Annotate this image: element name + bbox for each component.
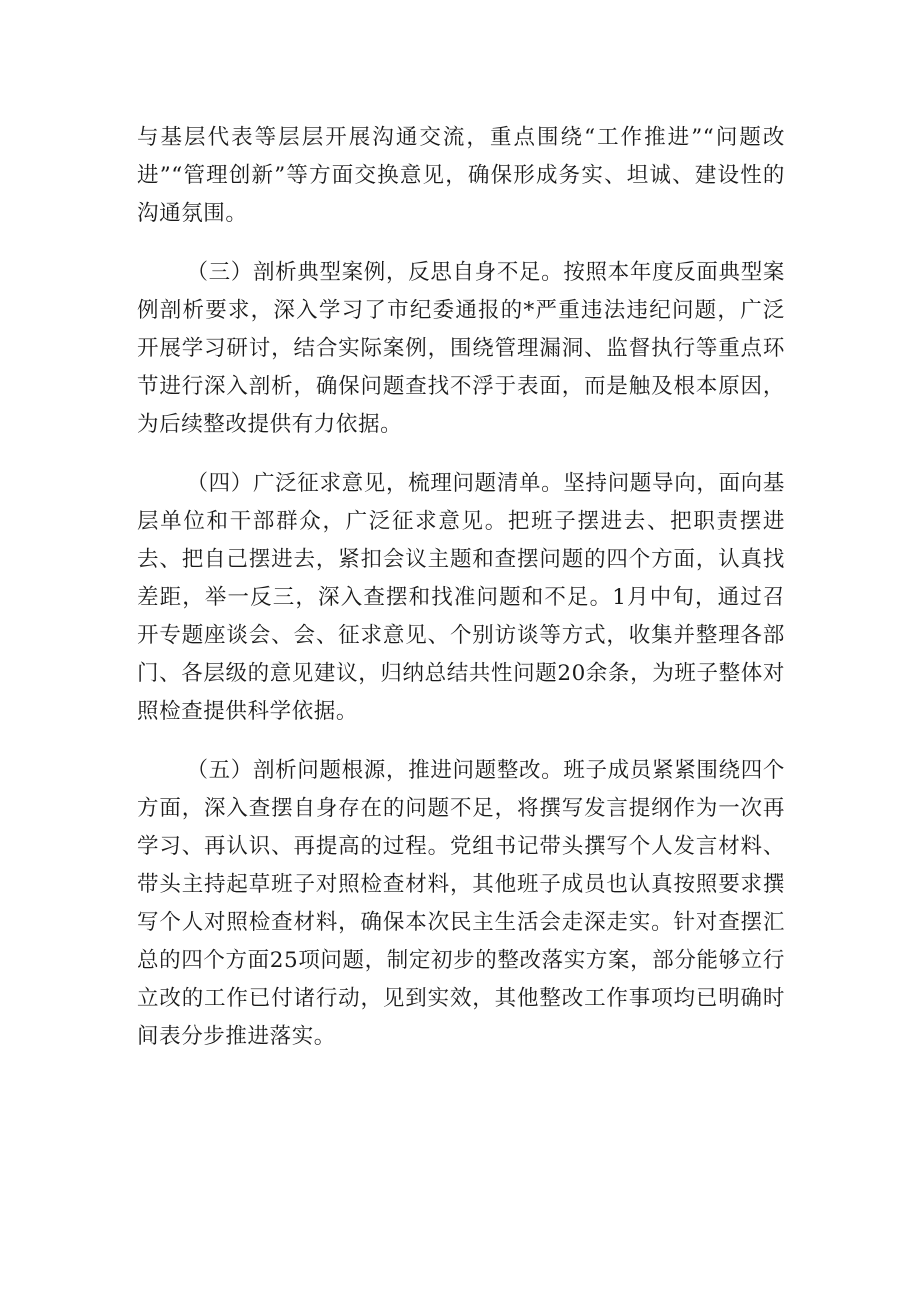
- paragraph-section-4: （四）广泛征求意见，梳理问题清单。坚持问题导向，面向基层单位和干部群众，广泛征求意见。把班子摆进去、把职责摆进去、把自己摆进去，紧扣会议主题和查摆问题的四个方面，认真找差距，举一反三，深入查摆和找准问题和不足。1月中旬，通过召开专题座谈会、会、征求意见、个别访谈等方式，收集并整理各部门、各层级的意见建议，归纳总结共性问题20余条，为班子整体对照检查提供科学依据。: [137, 471, 785, 724]
- document-body: [137, 119, 785, 1077]
- paragraph-section-5: （五）剖析问题根源，推进问题整改。班子成员紧紧围绕四个方面，深入查摆自身存在的问题不足，将撰写发言提纲作为一次再学习、再认识、再提高的过程。党组书记带头撰写个人发言材料、带头主持起草班子对照检查材料，其他班子成员也认真按照要求撰写个人对照检查材料，确保本次民主生活会走深走实。针对查摆汇总的四个方面25项问题，制定初步的整改落实方案，部分能够立行立改的工作已付诸行动，见到实效，其他整改工作事项均已明确时间表分步推进落实。: [137, 758, 785, 1049]
- paragraph-continued: 与基层代表等层层开展沟通交流，重点围绕“工作推进”“问题改进”“管理创新”等方面交换意见，确保形成务实、坦诚、建设性的沟通氛围。: [137, 125, 785, 226]
- paragraph-section-3: （三）剖析典型案例，反思自身不足。按照本年度反面典型案例剖析要求，深入学习了市纪委通报的*严重违法违纪问题，广泛开展学习研讨，结合实际案例，围绕管理漏洞、监督执行等重点环节进行深入剖析，确保问题查找不浮于表面，而是触及根本原因，为后续整改提供有力依据。: [137, 260, 785, 437]
